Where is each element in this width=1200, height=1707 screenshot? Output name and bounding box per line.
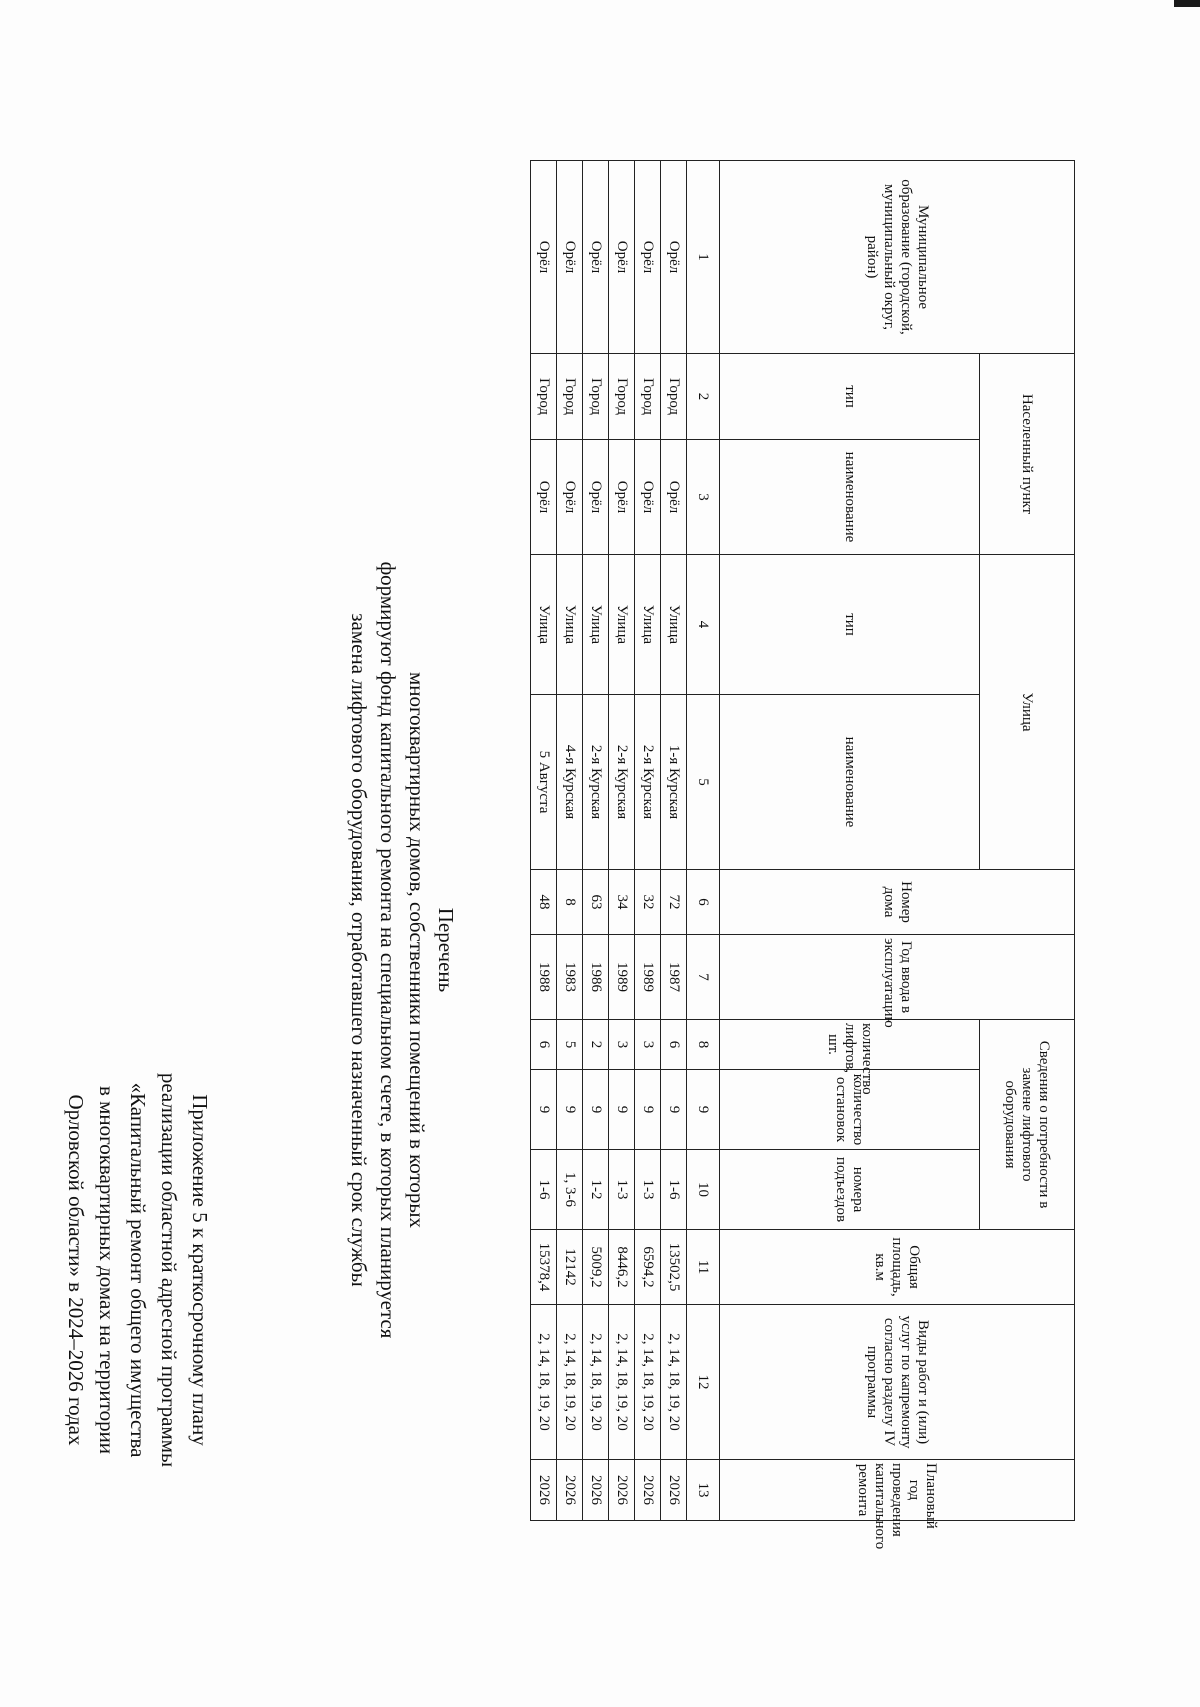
cell-settlement-name: Орёл <box>609 440 635 555</box>
cell-settlement-type: Город <box>609 354 635 440</box>
column-number: 13 <box>687 1460 720 1521</box>
column-number: 8 <box>687 1020 720 1070</box>
cell-settlement-name: Орёл <box>531 440 557 555</box>
table-header <box>720 161 1075 1550</box>
cell-elevator-count: 5 <box>557 1020 583 1070</box>
column-number: 6 <box>687 870 720 935</box>
appendix-line: в многоквартирных домах на территории <box>95 1085 119 1455</box>
header-planned-year: Плановый год проведения капитального ремонта <box>720 1460 1075 1521</box>
cell-elevator-count: 6 <box>661 1020 687 1070</box>
table-row <box>687 161 720 1521</box>
header-settlement: Населенный пункт <box>980 354 1075 555</box>
cell-street-name: 2-я Курская <box>635 695 661 870</box>
document-title <box>344 450 460 1450</box>
housing-registry-table <box>530 160 1075 1550</box>
appendix-line: Приложение 5 к краткосрочному плану <box>188 1094 212 1446</box>
cell-stops-count: 9 <box>609 1070 635 1150</box>
appendix-line: реализации областной адресной программы <box>157 1072 181 1468</box>
cell-entrance-numbers: 1, 3-6 <box>557 1150 583 1230</box>
cell-stops-count: 9 <box>531 1070 557 1150</box>
cell-street-type: Улица <box>661 555 687 695</box>
cell-municipality: Орёл <box>583 161 609 354</box>
cell-settlement-name: Орёл <box>583 440 609 555</box>
title-line: многоквартирных домов, собственники помещений в которых <box>405 672 429 1228</box>
cell-stops-count: 9 <box>635 1070 661 1150</box>
appendix-note <box>60 1050 215 1490</box>
cell-house-number: 8 <box>557 870 583 935</box>
header-settlement-name: наименование <box>720 440 980 555</box>
cell-house-number: 48 <box>531 870 557 935</box>
cell-settlement-name: Орёл <box>557 440 583 555</box>
cell-stops-count: 9 <box>661 1070 687 1150</box>
cell-street-name: 2-я Курская <box>609 695 635 870</box>
table-row <box>661 161 687 1521</box>
cell-municipality: Орёл <box>531 161 557 354</box>
cell-work-types: 2, 14, 18, 19, 20 <box>635 1305 661 1460</box>
cell-work-types: 2, 14, 18, 19, 20 <box>583 1305 609 1460</box>
cell-year-commissioned: 1989 <box>635 935 661 1020</box>
cell-total-area: 5009,2 <box>583 1230 609 1305</box>
cell-total-area: 12142 <box>557 1230 583 1305</box>
table-row <box>635 161 661 1521</box>
cell-elevator-count: 3 <box>609 1020 635 1070</box>
cell-entrance-numbers: 1-6 <box>661 1150 687 1230</box>
appendix-line: Орловской области» в 2024–2026 годах <box>64 1094 88 1446</box>
cell-municipality: Орёл <box>661 161 687 354</box>
header-total-area: Общая площадь, кв.м <box>720 1230 1075 1305</box>
cell-total-area: 15378,4 <box>531 1230 557 1305</box>
cell-work-types: 2, 14, 18, 19, 20 <box>557 1305 583 1460</box>
cell-planned-year: 2026 <box>583 1460 609 1521</box>
column-number: 12 <box>687 1305 720 1460</box>
cell-entrance-numbers: 1-3 <box>609 1150 635 1230</box>
cell-elevator-count: 6 <box>531 1020 557 1070</box>
header-entrance-numbers: номера подъездов <box>720 1150 980 1230</box>
cell-street-name: 1-я Курская <box>661 695 687 870</box>
title-line: формируют фонд капитального ремонта на специальном счете, в которых планируется <box>376 561 400 1339</box>
cell-total-area: 6594,2 <box>635 1230 661 1305</box>
cell-settlement-type: Город <box>557 354 583 440</box>
column-number: 1 <box>687 161 720 354</box>
cell-street-name: 2-я Курская <box>583 695 609 870</box>
cell-settlement-type: Город <box>531 354 557 440</box>
cell-entrance-numbers: 1-3 <box>635 1150 661 1230</box>
table-body <box>531 161 687 1521</box>
column-number: 9 <box>687 1070 720 1150</box>
header-work-types: Виды работ и (или) услуг по капремонту согласно разделу IV программы <box>720 1305 1075 1460</box>
cell-year-commissioned: 1986 <box>583 935 609 1020</box>
header-street-type: тип <box>720 555 980 695</box>
header-house-number: Номер дома <box>720 870 1075 935</box>
header-year-commissioned: Год ввода в эксплуатацию <box>720 935 1075 1020</box>
cell-house-number: 34 <box>609 870 635 935</box>
cell-elevator-count: 2 <box>583 1020 609 1070</box>
column-number: 2 <box>687 354 720 440</box>
title-line: замена лифтового оборудования, отработавшего назначенный срок службы <box>347 613 371 1287</box>
cell-planned-year: 2026 <box>557 1460 583 1521</box>
table-row <box>609 161 635 1521</box>
cell-year-commissioned: 1983 <box>557 935 583 1020</box>
header-settlement-type: тип <box>720 354 980 440</box>
cell-street-type: Улица <box>635 555 661 695</box>
cell-year-commissioned: 1989 <box>609 935 635 1020</box>
cell-work-types: 2, 14, 18, 19, 20 <box>531 1305 557 1460</box>
cell-year-commissioned: 1987 <box>661 935 687 1020</box>
cell-total-area: 8446,2 <box>609 1230 635 1305</box>
cell-municipality: Орёл <box>609 161 635 354</box>
cell-planned-year: 2026 <box>635 1460 661 1521</box>
cell-municipality: Орёл <box>557 161 583 354</box>
header-elevator-count: количество лифтов, шт. <box>720 1020 980 1070</box>
cell-entrance-numbers: 1-6 <box>531 1150 557 1230</box>
table-row <box>531 161 557 1521</box>
cell-street-type: Улица <box>583 555 609 695</box>
cell-house-number: 63 <box>583 870 609 935</box>
cell-stops-count: 9 <box>583 1070 609 1150</box>
column-number-row <box>687 161 720 1521</box>
title-heading: Перечень <box>434 907 458 993</box>
column-number: 4 <box>687 555 720 695</box>
cell-settlement-name: Орёл <box>661 440 687 555</box>
cell-street-name: 5 Августа <box>531 695 557 870</box>
cell-settlement-type: Город <box>661 354 687 440</box>
cell-stops-count: 9 <box>557 1070 583 1150</box>
table-row <box>583 161 609 1521</box>
table-row <box>557 161 583 1521</box>
header-street: Улица <box>980 555 1075 870</box>
cell-entrance-numbers: 1-2 <box>583 1150 609 1230</box>
cell-planned-year: 2026 <box>609 1460 635 1521</box>
cell-municipality: Орёл <box>635 161 661 354</box>
cell-total-area: 13502,5 <box>661 1230 687 1305</box>
appendix-line: «Капитальный ремонт общего имущества <box>126 1082 150 1458</box>
header-elevator-info: Сведения о потребности в замене лифтового оборудования <box>980 1020 1075 1230</box>
column-number: 11 <box>687 1230 720 1305</box>
cell-planned-year: 2026 <box>531 1460 557 1521</box>
cell-elevator-count: 3 <box>635 1020 661 1070</box>
cell-year-commissioned: 1988 <box>531 935 557 1020</box>
header-stops-count: количество остановок <box>720 1070 980 1150</box>
cell-house-number: 72 <box>661 870 687 935</box>
cell-house-number: 32 <box>635 870 661 935</box>
cell-street-type: Улица <box>557 555 583 695</box>
cell-settlement-type: Город <box>583 354 609 440</box>
cell-street-type: Улица <box>531 555 557 695</box>
cell-settlement-name: Орёл <box>635 440 661 555</box>
cell-work-types: 2, 14, 18, 19, 20 <box>609 1305 635 1460</box>
column-number: 7 <box>687 935 720 1020</box>
cell-street-name: 4-я Курская <box>557 695 583 870</box>
column-number: 10 <box>687 1150 720 1230</box>
cell-settlement-type: Город <box>635 354 661 440</box>
cell-work-types: 2, 14, 18, 19, 20 <box>661 1305 687 1460</box>
cell-street-type: Улица <box>609 555 635 695</box>
header-municipality: Муниципальное образование (городской, муниципальный округ, район) <box>720 161 1075 354</box>
column-number: 3 <box>687 440 720 555</box>
header-street-name: наименование <box>720 695 980 870</box>
column-number: 5 <box>687 695 720 870</box>
cell-planned-year: 2026 <box>661 1460 687 1521</box>
